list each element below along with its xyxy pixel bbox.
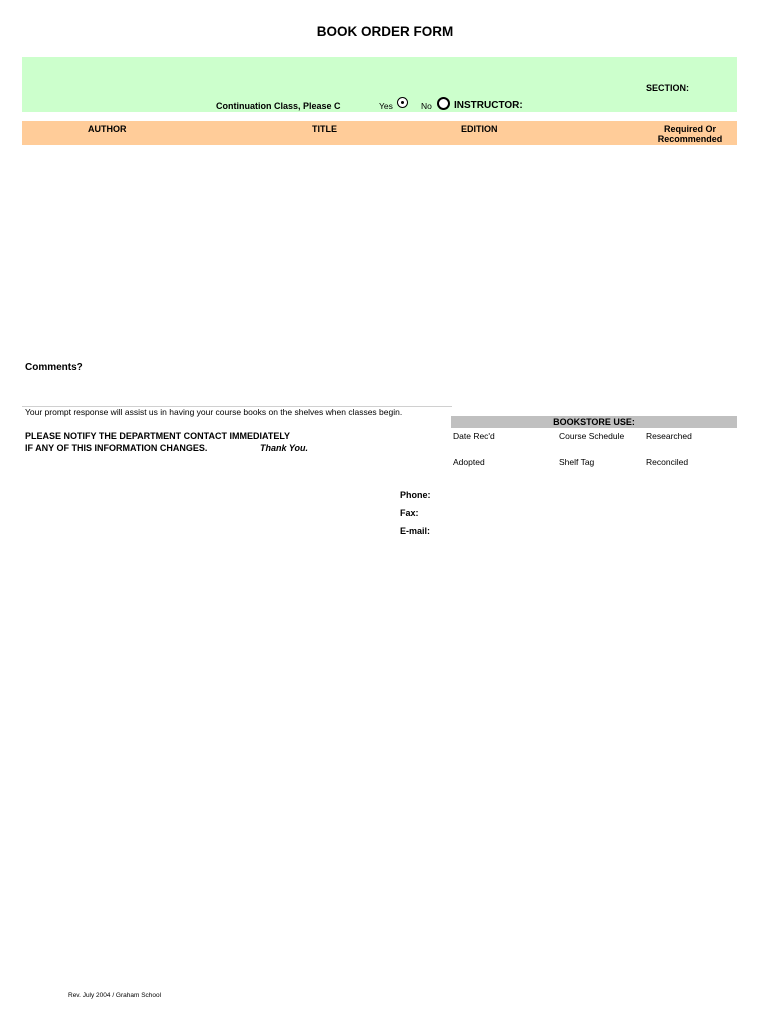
col-required-line1: Required Or bbox=[663, 124, 716, 134]
bookstore-course-schedule: Course Schedule bbox=[559, 431, 625, 441]
no-radio[interactable] bbox=[437, 97, 450, 110]
instructor-label: INSTRUCTOR: bbox=[454, 100, 523, 111]
footer-text: Rev. July 2004 / Graham School bbox=[68, 992, 162, 999]
col-title: TITLE bbox=[312, 124, 337, 134]
notify-line1: PLEASE NOTIFY THE DEPARTMENT CONTACT IMMEDIATELY bbox=[25, 431, 291, 441]
radio-selected-dot bbox=[401, 101, 404, 104]
col-required bbox=[640, 124, 740, 144]
form-title: BOOK ORDER FORM bbox=[316, 24, 454, 39]
bookstore-header: BOOKSTORE USE: bbox=[553, 417, 635, 427]
bookstore-shelf-tag: Shelf Tag bbox=[559, 457, 595, 467]
bookstore-adopted: Adopted bbox=[453, 457, 485, 467]
no-label: No bbox=[421, 101, 432, 111]
yes-label: Yes bbox=[379, 101, 393, 111]
col-edition: EDITION bbox=[461, 124, 498, 134]
comments-label: Comments? bbox=[25, 362, 83, 373]
bookstore-date-recd: Date Rec'd bbox=[453, 431, 495, 441]
notify-line2: IF ANY OF THIS INFORMATION CHANGES. bbox=[25, 443, 208, 453]
bookstore-reconciled: Reconciled bbox=[646, 457, 689, 467]
divider bbox=[22, 406, 452, 407]
yes-radio[interactable] bbox=[397, 97, 408, 108]
col-required-line2: Recommended bbox=[657, 134, 723, 144]
columns-band bbox=[22, 121, 737, 145]
thank-you: Thank You. bbox=[260, 443, 309, 453]
prompt-text: Your prompt response will assist us in having your course books on the shelves when classes begin. bbox=[25, 407, 403, 417]
email-label: E-mail: bbox=[400, 526, 431, 536]
fax-label: Fax: bbox=[400, 508, 419, 518]
phone-label: Phone: bbox=[400, 490, 431, 500]
section-label: SECTION: bbox=[646, 83, 690, 93]
col-author: AUTHOR bbox=[88, 124, 127, 134]
continuation-label: Continuation Class, Please C bbox=[216, 101, 341, 111]
bookstore-researched: Researched bbox=[646, 431, 692, 441]
